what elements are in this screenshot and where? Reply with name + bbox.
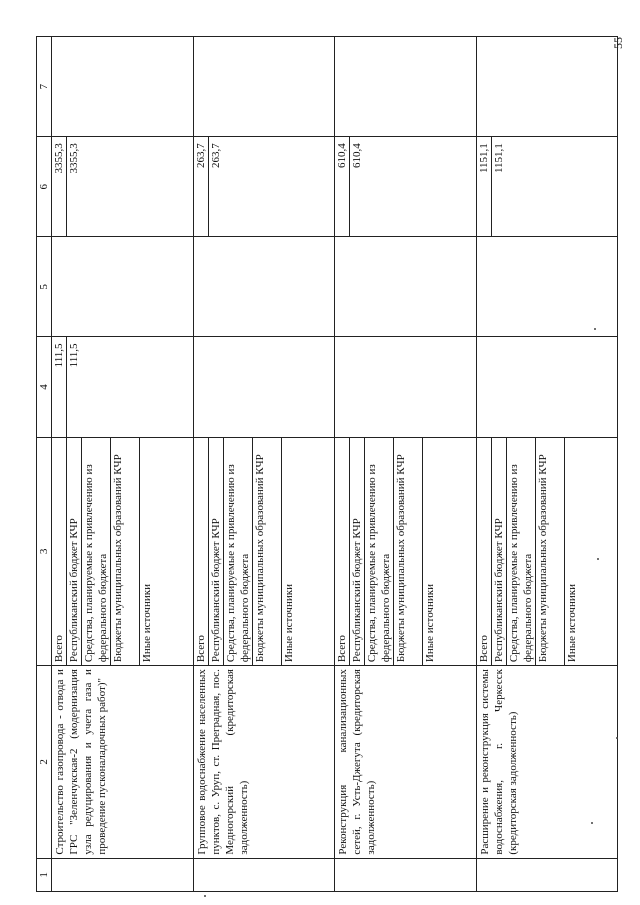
funding-sources [52, 437, 194, 666]
value-republic: 111,5 [68, 343, 80, 368]
table-row [193, 37, 335, 892]
source-federal: Средства, планируемые к привлечению из федерального бюджета [365, 438, 394, 666]
col7-values [52, 37, 194, 137]
value-republic [349, 37, 363, 136]
value-total: 111,5 [52, 337, 67, 436]
funding-sources [193, 437, 335, 666]
row-number [193, 858, 335, 891]
header-row [37, 37, 52, 892]
source-federal: Средства, планируемые к привлечению из федерального бюджета [507, 438, 536, 666]
col-header-7: 7 [37, 37, 52, 137]
scan-speck [591, 822, 593, 824]
source-republic: Республиканский бюджет КЧР [209, 438, 224, 666]
col5-values [193, 237, 335, 337]
value-republic [66, 237, 80, 336]
col7-values [476, 37, 618, 137]
table-row [335, 37, 477, 892]
value-total [52, 37, 66, 136]
source-federal: Средства, планируемые к привлечению из федерального бюджета [82, 438, 111, 666]
value-total: 1151,1 [477, 137, 492, 236]
row-number [335, 858, 477, 891]
source-municipal: Бюджеты муниципальных образований КЧР [111, 438, 140, 666]
table-row [52, 37, 194, 892]
value-total [52, 237, 66, 336]
col4-values [335, 337, 477, 437]
col6-values [193, 137, 335, 237]
col-header-4: 4 [37, 337, 52, 437]
source-municipal: Бюджеты муниципальных образований КЧР [394, 438, 423, 666]
source-total: Всего [335, 438, 350, 666]
source-total: Всего [52, 438, 67, 666]
source-other: Иные источники [282, 584, 295, 663]
col7-values [335, 37, 477, 137]
value-republic [208, 237, 222, 336]
col4-values [476, 337, 618, 437]
value-republic: 3355,3 [68, 143, 80, 174]
col4-values [52, 337, 194, 437]
col6-values [335, 137, 477, 237]
col-header-5: 5 [37, 237, 52, 337]
value-republic [491, 337, 505, 436]
value-republic [349, 237, 363, 336]
source-municipal: Бюджеты муниципальных образований КЧР [536, 438, 565, 666]
source-federal: Средства, планируемые к привлечению из федерального бюджета [224, 438, 253, 666]
source-other: Иные источники [565, 584, 578, 663]
value-republic [208, 337, 222, 436]
source-republic: Республиканский бюджет КЧР [67, 438, 82, 666]
value-total [194, 237, 208, 336]
project-description: Расширение и реконструкция системы водоснабжения, г. Черкесск (кредиторская задолженность) [476, 666, 618, 859]
col5-values [52, 237, 194, 337]
value-total: 263,7 [194, 137, 209, 236]
value-republic [66, 37, 80, 136]
col4-values [193, 337, 335, 437]
source-other: Иные источники [141, 584, 153, 663]
scan-speck [597, 558, 599, 560]
page-number: 55 [611, 37, 625, 49]
source-total: Всего [477, 438, 492, 666]
col5-values [476, 237, 618, 337]
value-republic: 263,7 [209, 143, 222, 168]
value-total [477, 237, 491, 336]
value-republic [491, 37, 505, 136]
value-republic [208, 37, 222, 136]
source-total: Всего [194, 438, 209, 666]
source-republic: Республиканский бюджет КЧР [492, 438, 507, 666]
table-row [476, 37, 618, 892]
value-republic [349, 337, 363, 436]
col7-values [193, 37, 335, 137]
funding-table [36, 36, 618, 892]
source-republic: Республиканский бюджет КЧР [350, 438, 365, 666]
col5-values [335, 237, 477, 337]
value-total: 610,4 [335, 137, 350, 236]
source-other: Иные источники [424, 584, 436, 663]
col-header-1: 1 [37, 858, 52, 891]
value-republic: 1151,1 [492, 143, 505, 174]
project-description: Реконструкция канализационных сетей, г. Усть-Джегута (кредиторская задолженность) [335, 666, 477, 859]
col-header-6: 6 [37, 137, 52, 237]
value-republic: 610,4 [351, 143, 363, 168]
value-total [477, 37, 491, 136]
document-page [36, 36, 618, 892]
value-total: 3355,3 [52, 137, 67, 236]
col6-values [476, 137, 618, 237]
col6-values [52, 137, 194, 237]
scan-speck [204, 895, 206, 897]
value-republic [491, 237, 505, 336]
row-number [52, 858, 194, 891]
funding-sources [335, 437, 477, 666]
scan-speck [594, 328, 596, 330]
project-description: Групповое водоснабжение населенных пунктов, с. Уруп, ст. Преградная, пос. Медногорский (кредиторская задолженность) [193, 666, 335, 859]
value-total [194, 337, 208, 436]
col-header-2: 2 [37, 666, 52, 859]
value-total [335, 337, 349, 436]
funding-sources [476, 437, 618, 666]
rotated-table-wrapper [36, 36, 618, 892]
row-number [476, 858, 618, 891]
value-total [194, 37, 208, 136]
value-total [477, 337, 491, 436]
value-total [335, 237, 349, 336]
scan-speck [616, 737, 618, 739]
project-description: Строительство газопровода - отвода и ГРС "Зеленчукская-2 (модернизация узла редуцирования и учета газа и проведение пусконаладочных работ)" [52, 666, 194, 859]
col-header-3: 3 [37, 437, 52, 666]
source-municipal: Бюджеты муниципальных образований КЧР [253, 438, 282, 666]
value-total [335, 37, 349, 136]
